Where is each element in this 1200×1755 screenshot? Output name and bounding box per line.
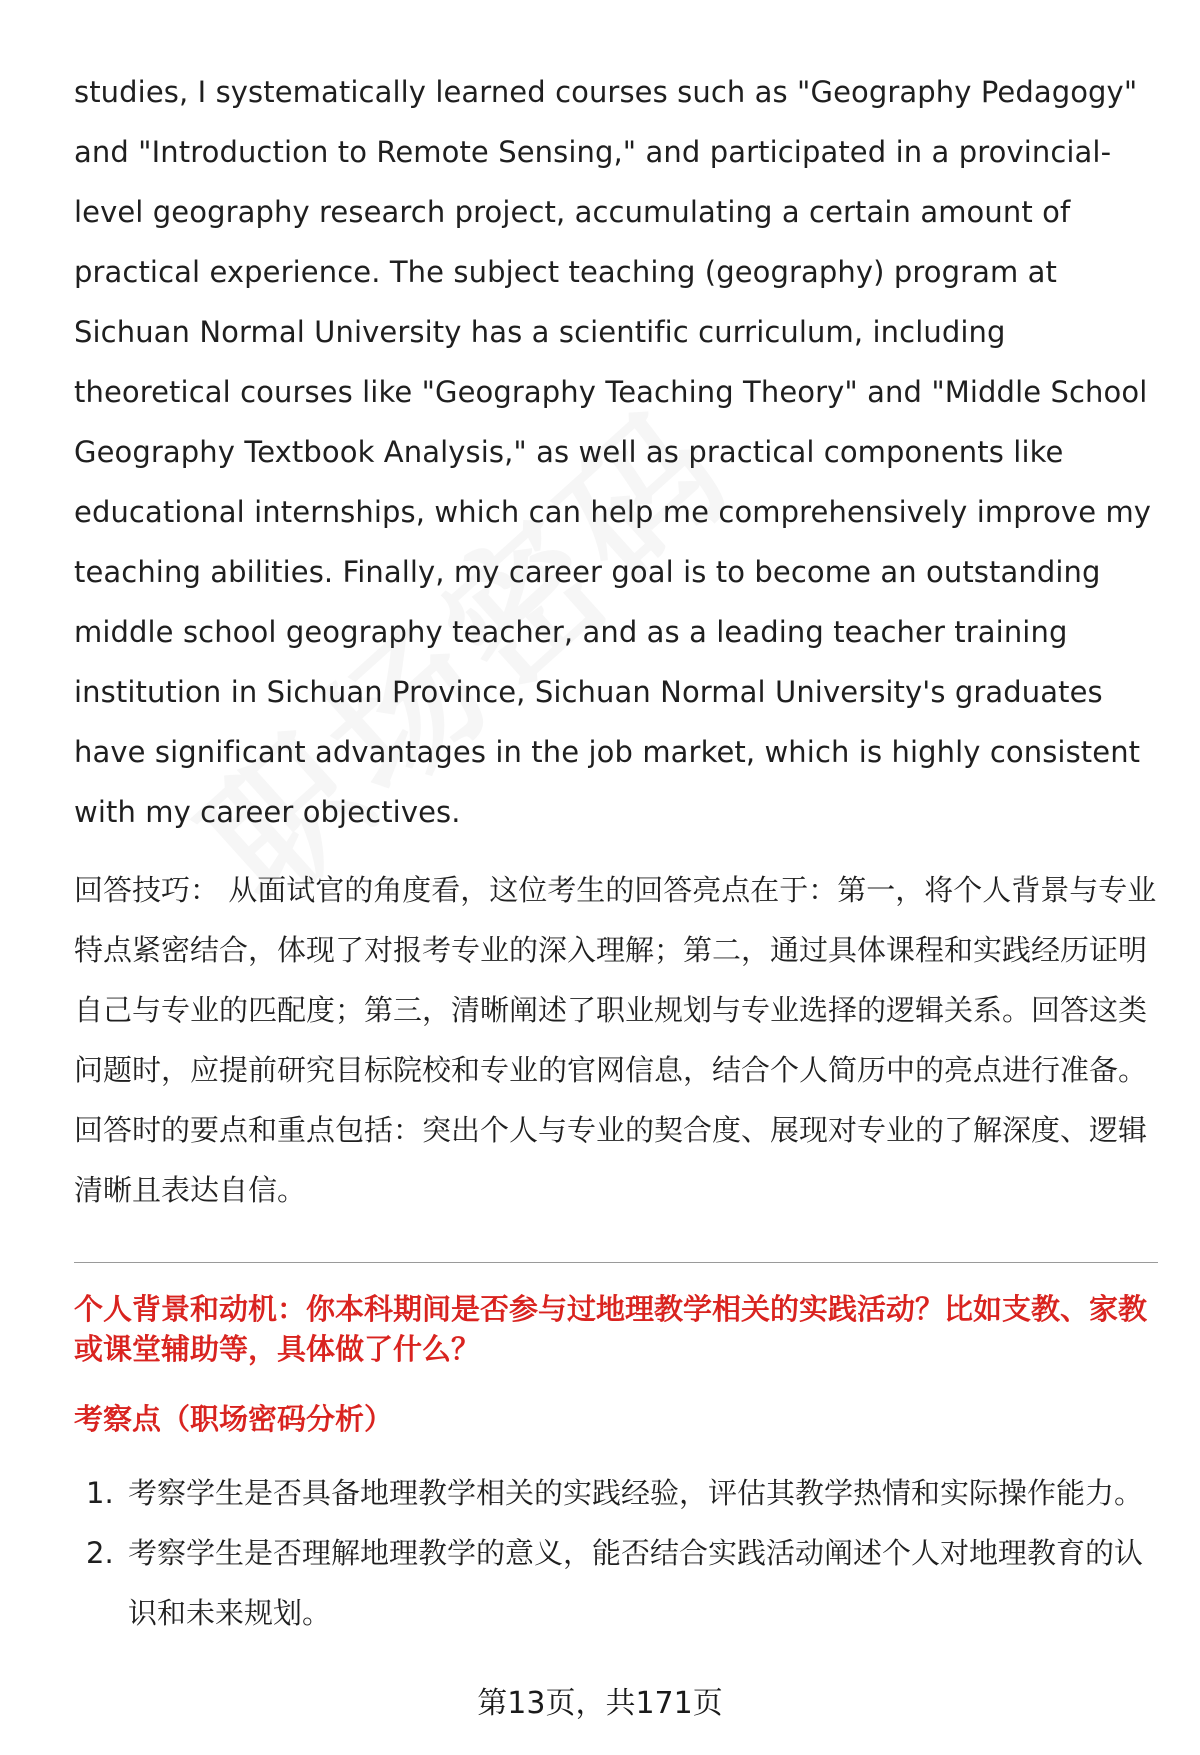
english-answer-paragraph: studies, I systematically learned courses such as "Geography Pedagogy" and "Introduction to Remote Sensing," and participated in a provincial-level geography research project, accumulating a certain amount of practical experience. The subject teaching (geography) program at Sichuan Normal University has a scientific curriculum, including theoretical courses like "Geography Teaching Theory" and "Middle School Geography Textbook Analysis," as well as practical components like educational internships, which can help me comprehensively improve my teaching abilities. Finally, my career goal is to become an outstanding middle school geography teacher, and as a leading teacher training institution in Sichuan Province, Sichuan Normal University's graduates have significant advantages in the job market, which is highly consistent with my career objectives. [74, 75, 1152, 829]
list-item [74, 1463, 1158, 1523]
analysis-section-title: 考察点（职场密码分析） [74, 1402, 394, 1436]
page-content [74, 62, 1158, 1643]
analysis-points-list [74, 1463, 1158, 1643]
section-divider [74, 1262, 1158, 1263]
list-item-number: 2. [86, 1536, 114, 1570]
answer-tips-paragraph: 回答技巧： 从面试官的角度看，这位考生的回答亮点在于：第一，将个人背景与专业特点紧密结合，体现了对报考专业的深入理解；第二，通过具体课程和实践经历证明自己与专业的匹配度；第三，清晰阐述了职业规划与专业选择的逻辑关系。回答这类问题时，应提前研究目标院校和专业的官网信息，结合个人简历中的亮点进行准备。回答时的要点和重点包括：突出个人与专业的契合度、展现对专业的了解深度、逻辑清晰且表达自信。 [74, 873, 1157, 1207]
list-item [74, 1523, 1158, 1643]
page-number: 第13页，共171页 [477, 1686, 723, 1721]
list-item-text: 考察学生是否具备地理教学相关的实践经验，评估其教学热情和实际操作能力。 [128, 1476, 1144, 1510]
list-item-number: 1. [86, 1476, 114, 1510]
list-item-text: 考察学生是否理解地理教学的意义，能否结合实践活动阐述个人对地理教育的认识和未来规划。 [128, 1536, 1144, 1630]
question-heading: 个人背景和动机：你本科期间是否参与过地理教学相关的实践活动？比如支教、家教或课堂辅助等，具体做了什么？ [74, 1292, 1148, 1366]
